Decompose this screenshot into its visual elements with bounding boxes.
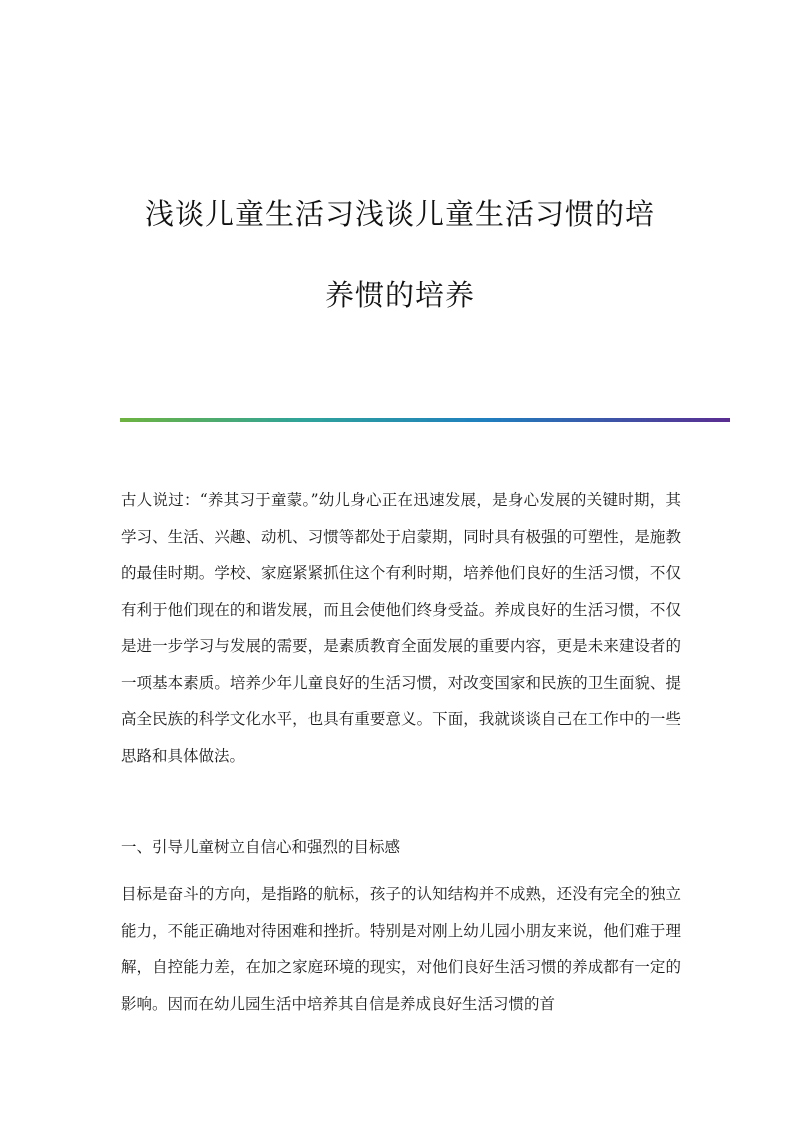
section-paragraph-1: 目标是奋斗的方向，是指路的航标，孩子的认知结构并不成熟，还没有完全的独立能力，不能正确地对待困难和挫折。特别是对刚上幼儿园小朋友来说，他们难于理解，自控能力差，在加之家庭环境的现实，对他们良好生活习惯的养成都有一定的影响。因而在幼儿园生活中培养其自信是养成良好生活习惯的首: [121, 885, 681, 1013]
gradient-divider: [120, 418, 730, 422]
section-heading-1: 一、引导儿童树立自信心和强烈的目标感: [121, 838, 401, 856]
document-title-line-2: 养惯的培养: [324, 278, 475, 312]
document-title-line-1: 浅谈儿童生活习浅谈儿童生活习惯的培: [144, 197, 655, 231]
intro-paragraph: 古人说过：“养其习于童蒙。”幼儿身心正在迅速发展，是身心发展的关键时期，其学习、生活、兴趣、动机、习惯等都处于启蒙期，同时具有极强的可塑性，是施教的最佳时期。学校、家庭紧紧抓住这个有利时期，培养他们良好的生活习惯，不仅有利于他们现在的和谐发展，而且会使他们终身受益。养成良好的生活习惯，不仅是进一步学习与发展的需要，是素质教育全面发展的重要内容，更是未来建设者的一项基本素质。培养少年儿童良好的生活习惯，对改变国家和民族的卫生面貌、提高全民族的科学文化水平，也具有重要意义。下面，我就谈谈自己在工作中的一些思路和具体做法。: [121, 491, 681, 765]
